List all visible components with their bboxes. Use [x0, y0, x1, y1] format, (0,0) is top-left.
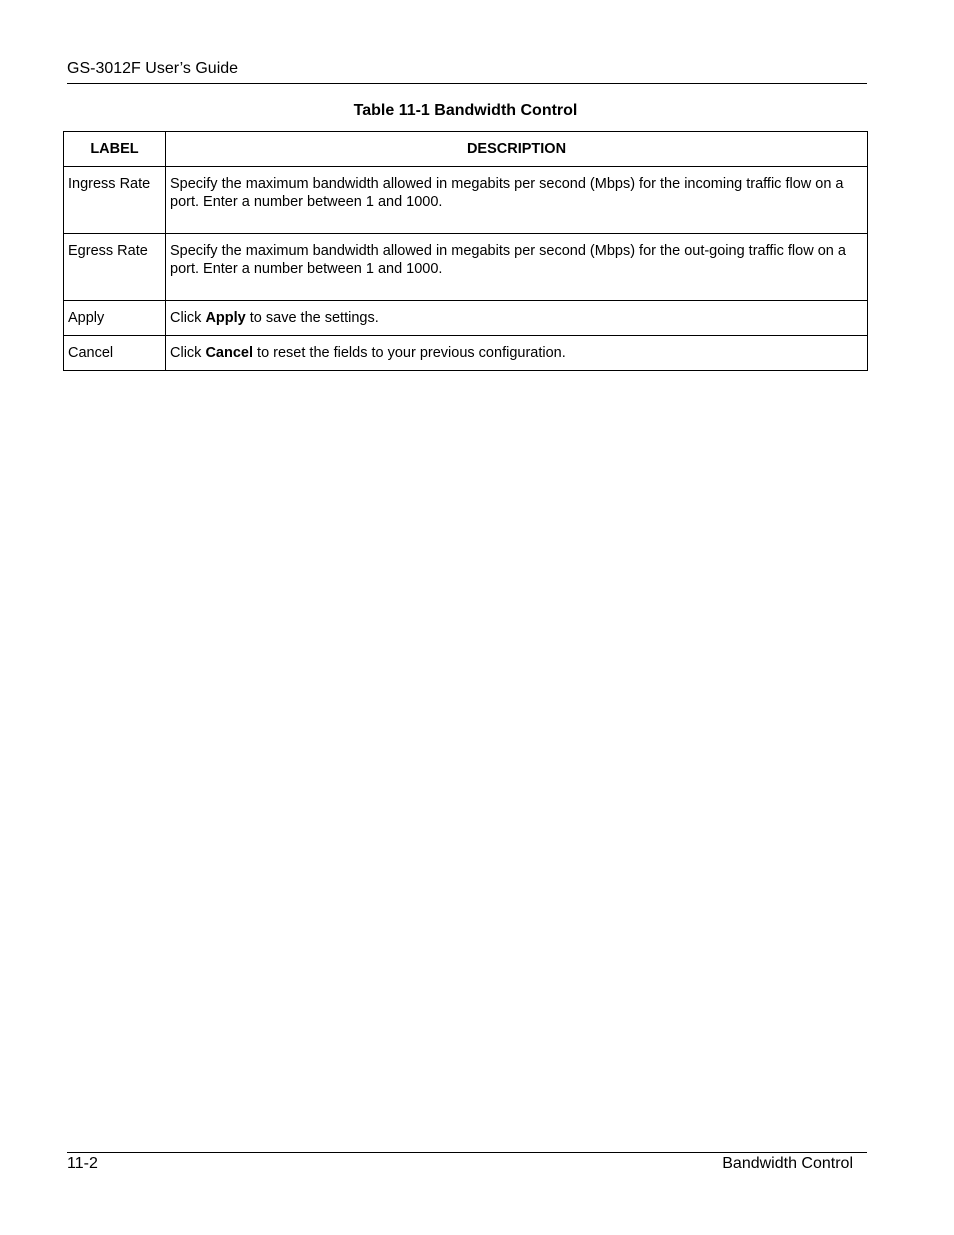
row-description	[166, 301, 868, 336]
desc-suffix: to reset the fields to your previous configuration.	[253, 345, 566, 361]
bandwidth-control-table	[63, 131, 868, 371]
desc-suffix: to save the settings.	[245, 310, 379, 326]
row-description	[166, 336, 868, 371]
row-label: Egress Rate	[64, 234, 166, 301]
row-label: Apply	[64, 301, 166, 336]
row-label: Cancel	[64, 336, 166, 371]
table-row	[64, 336, 868, 371]
document-title: GS-3012F User’s Guide	[67, 60, 239, 77]
table-row	[64, 234, 868, 301]
page-number: 11-2	[67, 1155, 98, 1172]
column-header-description: DESCRIPTION	[166, 132, 868, 167]
desc-prefix: Click	[170, 310, 206, 326]
row-description: Specify the maximum bandwidth allowed in megabits per second (Mbps) for the out-going traffic flow on a port. Enter a number between 1 and 1000.	[166, 234, 868, 301]
row-label: Ingress Rate	[64, 167, 166, 234]
table-row	[64, 301, 868, 336]
row-description: Specify the maximum bandwidth allowed in megabits per second (Mbps) for the incoming traffic flow on a port. Enter a number between 1 and 1000.	[166, 167, 868, 234]
page-header	[67, 59, 867, 84]
table-header-row	[64, 132, 868, 167]
table-caption: Table 11-1 Bandwidth Control	[353, 102, 578, 119]
desc-prefix: Click	[170, 345, 206, 361]
table-row	[64, 167, 868, 234]
section-name: Bandwidth Control	[722, 1155, 853, 1172]
desc-bold-term: Apply	[205, 310, 246, 326]
page-footer	[67, 1152, 867, 1177]
desc-bold-term: Cancel	[205, 345, 254, 361]
column-header-label: LABEL	[64, 132, 166, 167]
